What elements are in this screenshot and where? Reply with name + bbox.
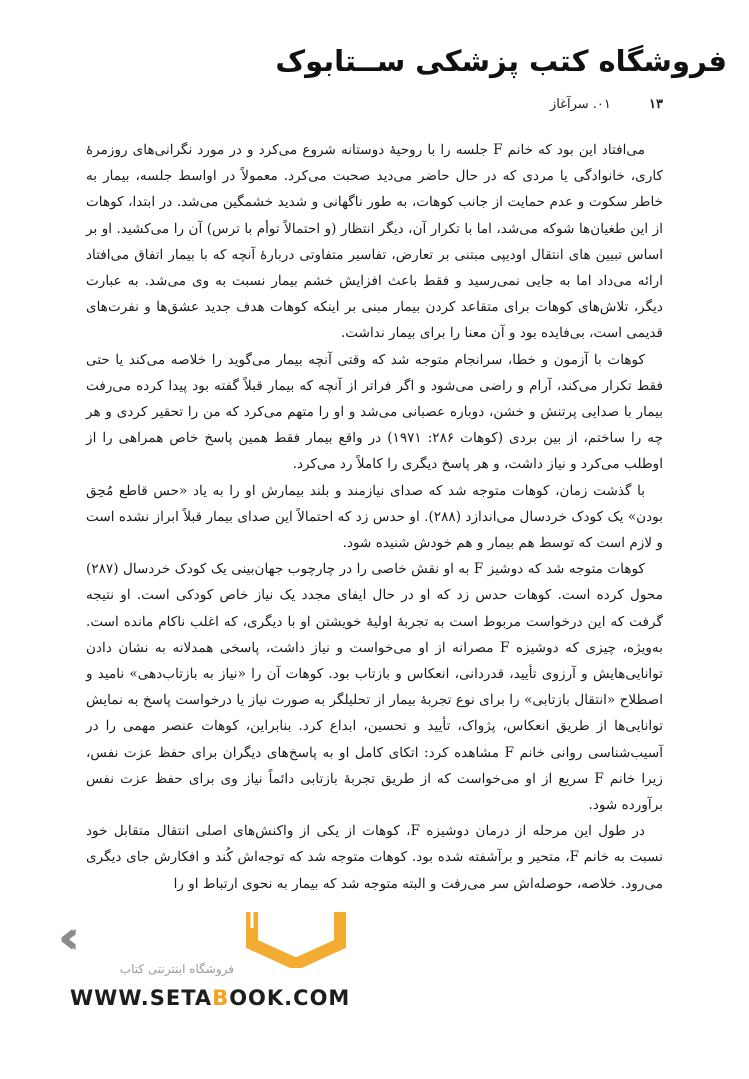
url-highlight: B [212,986,230,1010]
paragraph: کوهات با آزمون و خطا، سرانجام متوجه شد که وقتی آنچه بیمار می‌گوید را خلاصه می‌کند یا حتی فقط تکرار می‌کند، آرام و راضی می‌شود و اگر فراتر از آنچه که بیمار قبلاً گفته بود پیدا کرده می‌رفت بیمار با صدایی پرتنش و خشن، دوباره عصبانی می‌شد و او را متهم می‌کرد که من را تحقیر کردی و هر چه را ساختم، از بین بردی (کوهات ۲۸۶: ۱۹۷۱) در واقع بیمار فقط همین پاسخ خاص همراهی را از اوطلب می‌کرد و نیاز داشت، و هر پاسخ دیگری را کاملاً رد می‌کرد. [86,351,663,473]
setabook-logo-icon [246,906,346,968]
paragraph: کوهات متوجه شد که دوشیز F به او نقش خاصی را در چارچوب جهان‌بینی یک کودک خردسال (۲۸۷) محول کرده است. کوهات حدس زد که او در حال ایفای مجدد یک نیاز خاص کودکی است. او نتیجه گرفت که این درخواست مربوط است به تجربهٔ اولیهٔ خویشتن او با دیگری، که اغلب ناکام مانده است. به‌ویژه، چیزی که دوشیزه F مصرانه از او می‌خواست و نیاز داشت، پاسخی همدلانه به نشان دادن توانایی‌هایش و آرزوی تأیید، قدردانی، انعکاس و بازتاب بود. کوهات آن را «نیاز به بازتاب‌دهی» نامید و اصطلاح «انتقال بازتابی» را برای نوع تجربهٔ بیمار از تحلیلگر به صورت نیاز یا درخواست پاسخ به نمایش توانایی‌ها از طریق انعکاس، پژواک، تأیید و تحسین، ابداع کرد. بنابراین، کوهات عنصر مهمی را در آسیب‌شناسی روانی خانم F مشاهده کرد: اتکای کامل او به پاسخ‌های دیگران برای حفظ عزت نفس، زیرا خانم F سریع از او می‌خواست که از طریق تجربهٔ بازتابی دائماً نیاز وی برای حفظ عزت نفس برآورده شود. [86,561,663,814]
setabook-watermark [58,906,358,986]
site-url [70,986,350,1010]
url-suffix: OOK.COM [229,986,351,1010]
store-brand-title: فروشگاه کتب پزشکی ســتابوک [275,44,727,78]
chapter-title: ۰۱. سرآغاز [549,97,611,112]
paragraph: در طول این مرحله از درمان دوشیزه F، کوهات از یکی از واکنش‌های اصلی انتقال متقابل خود نسبت به خانم F، متحیر و برآشفته شده بود. کوهات متوجه شد که توجه‌اش کُند و افکارش جای دیگری می‌رود. خلاصه، حوصله‌اش سر می‌رفت و البته متوجه شد که بیمار به نحوی ارتباط او را [86,823,664,892]
body-text [86,137,663,897]
watermark-tagline: فروشگاه اینترنتی کتاب [119,962,234,976]
running-head [550,97,663,112]
paragraph: با گذشت زمان، کوهات متوجه شد که صدای نیازمند و بلند بیمارش او را به یاد «حس قاطع مُحِق بودن» یک کودک خردسال می‌اندازد (۲۸۸). او حدس زد که احتمالاً این صدای بیمار قبلاً ابراز نشده است و لازم است که توسط هم بیمار و هم خودش شنیده شود. [86,482,663,552]
chevron-left-icon: ‹‹ [58,910,64,964]
page-number: ۱۳ [649,97,663,112]
paragraph: می‌افتاد این بود که خانم F جلسه را با روحیهٔ دوستانه شروع می‌کرد و در مورد نگرانی‌های روزمرهٔ کاری، خانوادگی یا مردی که در حال حاضر می‌دید صحبت می‌کرد. معمولاً در اواسط جلسه، بیمار به خاطر سکوت و عدم حمایت از جانب کوهات، به طور ناگهانی و شدید خشمگین می‌شد. در ابتدا، کوهات از این طغیان‌ها شوکه می‌شد، اما با تکرار آن، دیگر انتظار (و احتمالاً توأم با ترس) آن را می‌کشید. او بر اساس تبیین های انتقال اودیپی مبتنی بر تعارض، تفاسیر متفاوتی دربارهٔ آنچه که با بیمار اتفاق می‌افتاد ارائه می‌داد اما به جایی نمی‌رسید و فقط باعث افزایش خشم بیمار نسبت به وی می‌شد. به عبارت دیگر، تلاش‌های کوهات برای متقاعد کردن بیمار مبنی بر اینکه کوهات هدف جدید عشق‌ها و نفرت‌های قدیمی است، بی‌فایده بود و آن معنا را برای بیمار نداشت. [86,142,663,342]
url-prefix: WWW.SETA [70,986,213,1010]
